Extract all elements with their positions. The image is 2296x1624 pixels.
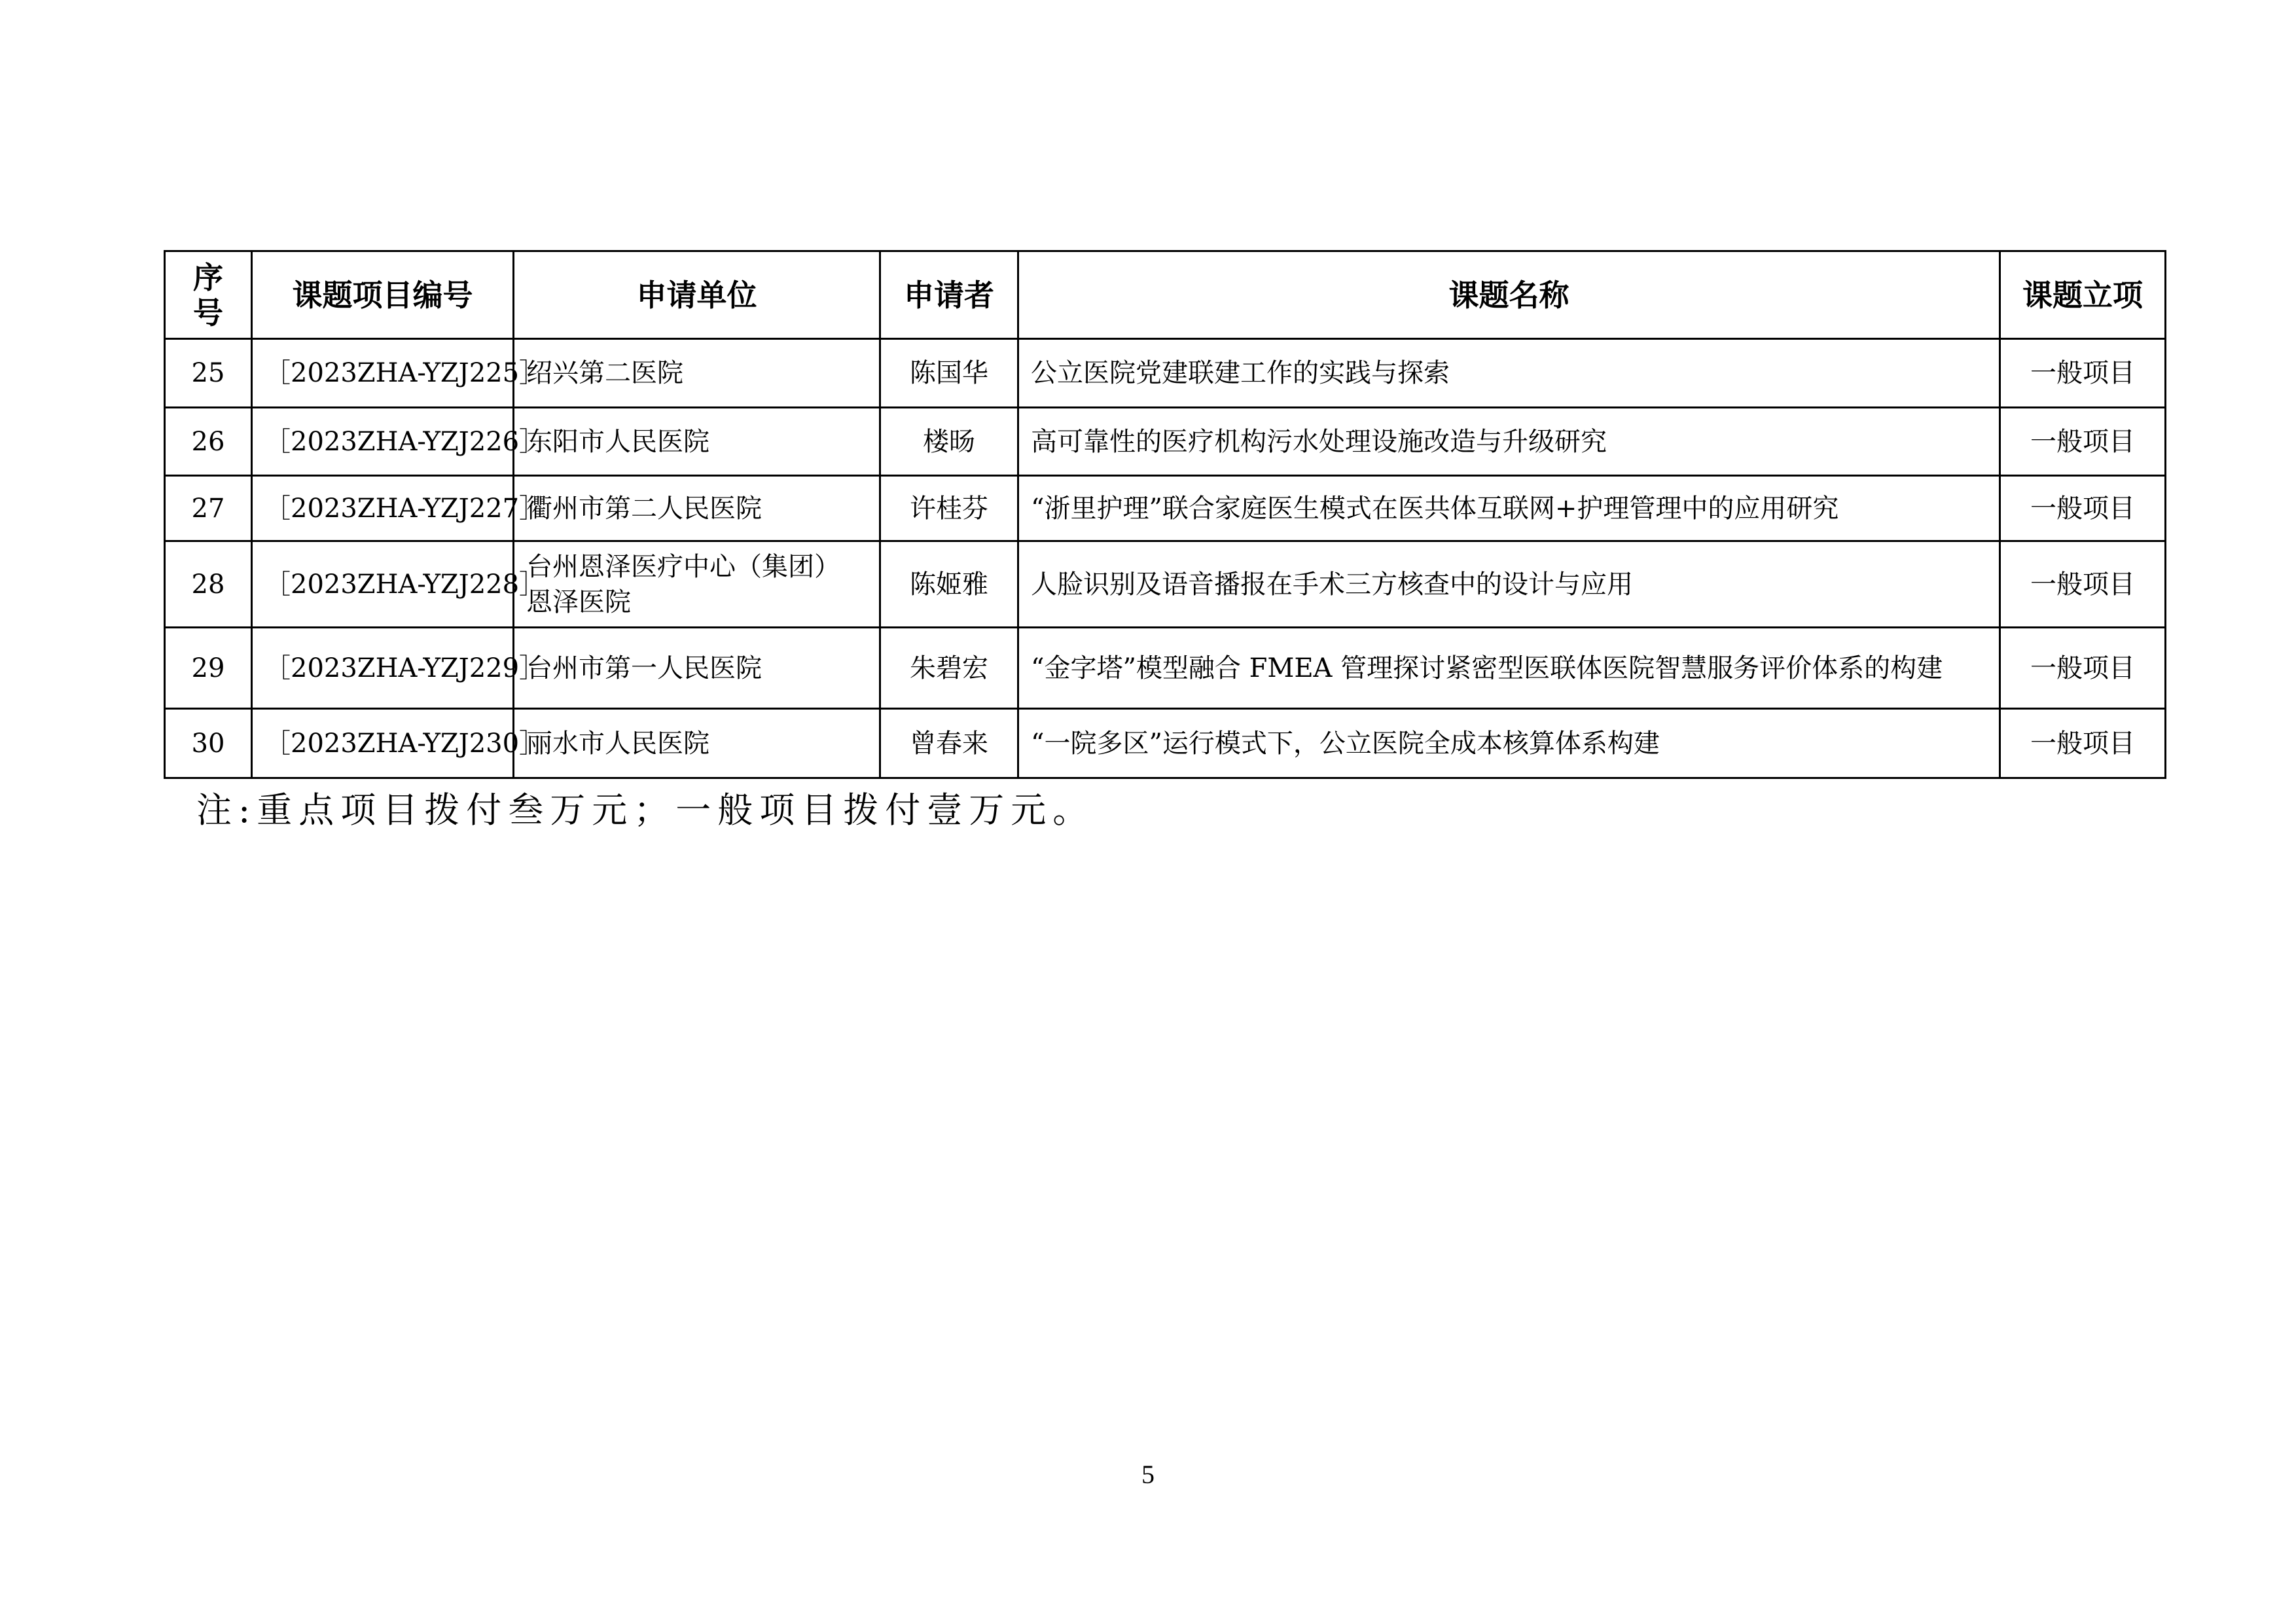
page-number: 5: [1141, 1460, 1155, 1489]
row-title: “浙里护理”联合家庭医生模式在医共体互联网+护理管理中的应用研究: [1018, 476, 2000, 541]
row-applicant: 陈姬雅: [880, 541, 1018, 628]
table-row: [165, 541, 2166, 628]
row-applicant: 曾春来: [880, 709, 1018, 778]
header-title: 课题名称: [1018, 251, 2000, 339]
row-applicant: 许桂芬: [880, 476, 1018, 541]
table-row: [165, 408, 2166, 476]
row-seq: 29: [165, 628, 252, 709]
row-code: ［2023ZHA-YZJ225］: [252, 339, 514, 408]
row-code: ［2023ZHA-YZJ227］: [252, 476, 514, 541]
row-unit-line-1: 台州恩泽医疗中心（集团）: [526, 551, 840, 582]
row-title: “金字塔”模型融合 FMEA 管理探讨紧密型医联体医院智慧服务评价体系的构建: [1018, 628, 2000, 709]
header-seq: [165, 251, 252, 339]
row-seq: 30: [165, 709, 252, 778]
row-seq: 27: [165, 476, 252, 541]
row-unit: 绍兴第二医院: [514, 339, 880, 408]
row-level: 一般项目: [2000, 476, 2166, 541]
table-header-row: [165, 251, 2166, 339]
row-unit: 台州市第一人民医院: [514, 628, 880, 709]
header-level: 课题立项: [2000, 251, 2166, 339]
row-title: 公立医院党建联建工作的实践与探索: [1018, 339, 2000, 408]
row-seq: 28: [165, 541, 252, 628]
table-row: [165, 476, 2166, 541]
table-row: [165, 628, 2166, 709]
row-applicant: 楼旸: [880, 408, 1018, 476]
row-code: ［2023ZHA-YZJ229］: [252, 628, 514, 709]
table-row: [165, 339, 2166, 408]
row-applicant: 朱碧宏: [880, 628, 1018, 709]
header-unit: 申请单位: [514, 251, 880, 339]
row-level: 一般项目: [2000, 408, 2166, 476]
row-level: 一般项目: [2000, 541, 2166, 628]
project-table: [164, 250, 2166, 779]
row-unit-line-2: 恩泽医院: [526, 586, 631, 617]
row-unit: 衢州市第二人民医院: [514, 476, 880, 541]
row-code: ［2023ZHA-YZJ226］: [252, 408, 514, 476]
table-row: [165, 709, 2166, 778]
row-title: 人脸识别及语音播报在手术三方核查中的设计与应用: [1018, 541, 2000, 628]
header-seq-char-1: 序: [193, 259, 223, 295]
header-code: 课题项目编号: [252, 251, 514, 339]
row-unit: 丽水市人民医院: [514, 709, 880, 778]
header-applicant: 申请者: [880, 251, 1018, 339]
row-seq: 25: [165, 339, 252, 408]
row-code: ［2023ZHA-YZJ230］: [252, 709, 514, 778]
row-unit: 东阳市人民医院: [514, 408, 880, 476]
row-title: “一院多区”运行模式下，公立医院全成本核算体系构建: [1018, 709, 2000, 778]
row-unit: [514, 541, 880, 628]
header-seq-char-2: 号: [193, 295, 223, 331]
row-level: 一般项目: [2000, 628, 2166, 709]
row-applicant: 陈国华: [880, 339, 1018, 408]
row-level: 一般项目: [2000, 709, 2166, 778]
row-seq: 26: [165, 408, 252, 476]
row-level: 一般项目: [2000, 339, 2166, 408]
row-title: 高可靠性的医疗机构污水处理设施改造与升级研究: [1018, 408, 2000, 476]
funding-note: 注:重点项目拨付叁万元；一般项目拨付壹万元。: [196, 789, 1095, 831]
row-code: ［2023ZHA-YZJ228］: [252, 541, 514, 628]
